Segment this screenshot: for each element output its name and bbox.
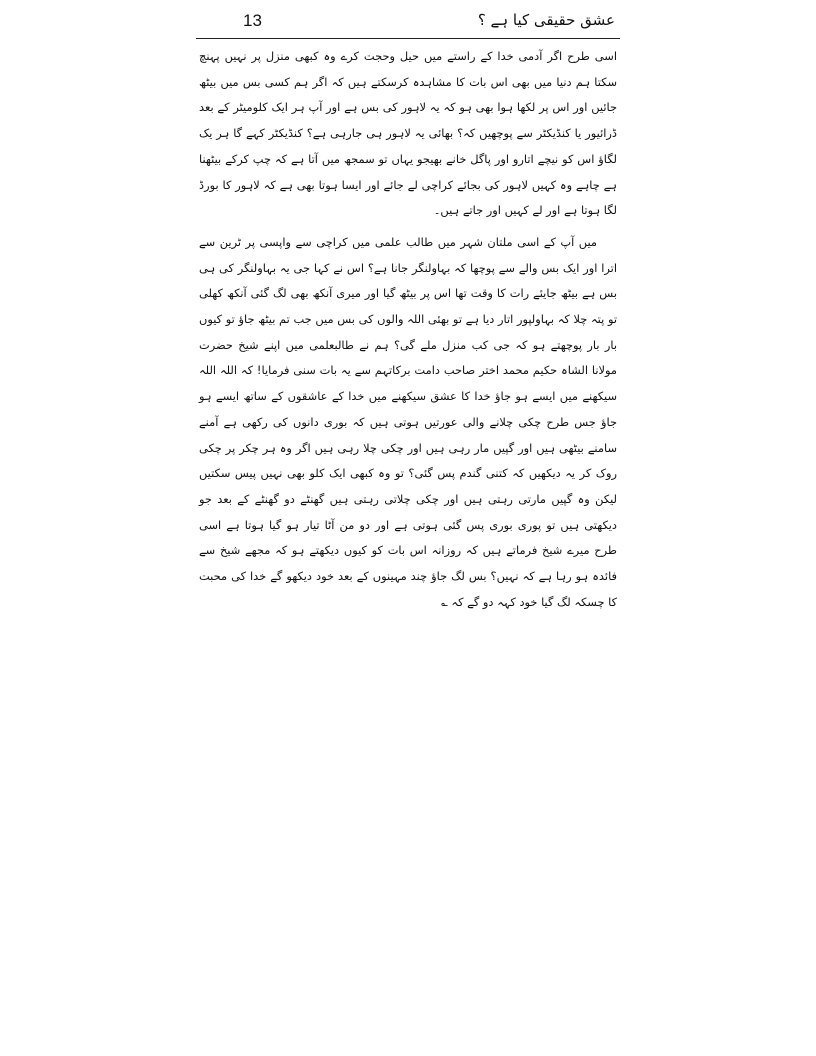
body-text (199, 44, 617, 615)
paragraph: اسی طرح اگر آدمی خدا کے راستے میں حیل وحجت کرے وہ کبھی منزل پر نہیں پہنچ سکتا ہم دنیا میں بھی اس بات کا مشاہدہ کرسکتے ہیں کہ اگر ہم کسی بس میں بیٹھ جائیں اور اس پر لکھا ہوا بھی ہو کہ یہ لاہور کی بس ہے اور آپ ہر ایک کلومیٹر کے بعد ڈرائیور یا کنڈیکٹر سے پوچھیں کہ؟ بھائی یہ لاہور ہی جارہی ہے؟ کنڈیکٹر کہے گا ہر یک لگاؤ اس کو نیچے اتارو اور پاگل خانے بھیجو یہاں تو سمجھ میں آتا ہے کہ چپ کرکے بیٹھنا ہے چاہے وہ کہیں لاہور کی بجائے کراچی لے جائے اور ایسا ہوتا بھی ہے کہ لاہور کا بورڈ لگا ہوتا ہے اور لے کہیں اور جاتے ہیں۔ (199, 49, 617, 218)
page-number: 13 (243, 11, 262, 30)
header-rule (196, 38, 620, 39)
running-header-title: عشق حقیقی کیا ہے ؟ (477, 11, 615, 29)
paragraph: میں آپ کے اسی ملتان شہر میں طالب علمی میں کراچی سے واپسی پر ٹرین سے اترا اور ایک بس والے سے پوچھا کہ بہاولنگر جانا ہے؟ اس نے کہا جی یہ بہاولنگر کی ہی بس ہے بیٹھ جایئے رات کا وقت تھا اس پر بیٹھ گیا اور میری آنکھ بھی لگ گئی آنکھ کھلی تو پتہ چلا کہ بہاولپور اتار دیا ہے تو بھئی اللہ والوں کی بس میں جب تم بیٹھ جاؤ تو کیوں بار بار پوچھتے ہو کہ جی کب منزل ملے گی؟ ہم نے طالبعلمی میں اپنے شیخ حضرت مولانا الشاہ حکیم محمد اختر صاحب دامت برکاتہم سے یہ بات سنی فرمایا! کہ اللہ اللہ سیکھنے میں ایسے ہو جاؤ خدا کا عشق سیکھنے میں خدا کے عاشقوں کے ساتھ ایسے ہو جاؤ جس طرح چکی چلانے والی عورتیں ہوتی ہیں کہ بوری دانوں کی رکھی ہے آمنے سامنے بیٹھی ہیں اور گپیں مار رہی ہیں اور چکی چلا رہی ہیں اگر وہ ہر چکر پر چکی روک کر یہ دیکھیں کہ کتنی گندم پس گئی؟ تو وہ کبھی ایک کلو بھی نہیں پیس سکتیں لیکن وہ گپیں مارتی رہتی ہیں اور چکی چلاتی رہتی ہیں گھنٹے دو گھنٹے کے بعد جو دیکھتی ہیں تو پوری بوری پس گئی ہوتی ہے اور دو من آٹا تیار ہو گیا ہوتا ہے اسی طرح میرے شیخ فرماتے ہیں کہ روزانہ اس بات کو کیوں دیکھتے ہو کہ مجھے شیخ سے فائدہ ہو رہا ہے کہ نہیں؟ بس لگ جاؤ چند مہینوں کے بعد خود دیکھو گے خدا کی محبت کا چسکہ لگ گیا خود کہہ دو گے کہ ؎ (199, 234, 617, 609)
